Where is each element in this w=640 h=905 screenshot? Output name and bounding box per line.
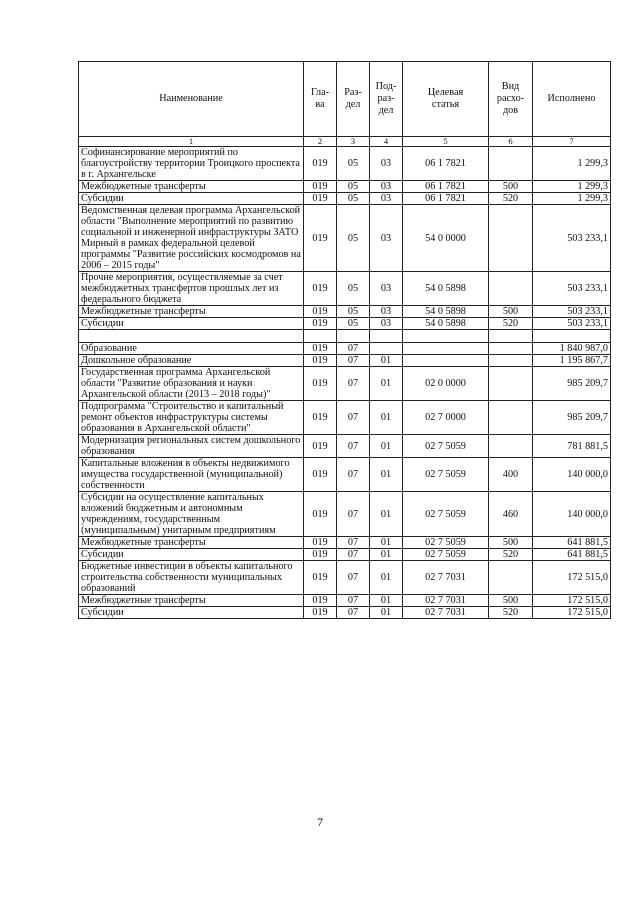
row-razdel: 07 xyxy=(337,561,370,595)
row-statya: 54 0 5898 xyxy=(403,272,489,306)
row-podrazdel: 01 xyxy=(370,537,403,549)
table-row xyxy=(79,435,611,458)
row-vid xyxy=(489,367,533,401)
table-row xyxy=(79,355,611,367)
row-podrazdel: 01 xyxy=(370,492,403,537)
row-name: Субсидии на осуществление капитальных вложений бюджетным и автономным учреждениям, государственным (муниципальным) унитарным предприятиям xyxy=(79,492,304,537)
row-razdel xyxy=(337,330,370,343)
row-statya: 02 0 0000 xyxy=(403,367,489,401)
row-razdel: 07 xyxy=(337,458,370,492)
table-row xyxy=(79,330,611,343)
row-vid xyxy=(489,330,533,343)
row-name: Подпрограмма "Строительство и капитальный ремонт объектов инфраструктуры системы образования в Архангельской области" xyxy=(79,401,304,435)
row-podrazdel: 01 xyxy=(370,607,403,619)
table-row xyxy=(79,607,611,619)
row-glava: 019 xyxy=(304,435,337,458)
row-razdel: 05 xyxy=(337,318,370,330)
page-number: 7 xyxy=(317,815,323,829)
row-name: Бюджетные инвестиции в объекты капитального строительства собственности муниципальных образований xyxy=(79,561,304,595)
row-podrazdel: 01 xyxy=(370,367,403,401)
header-glava: Гла- ва xyxy=(304,62,337,137)
row-razdel: 07 xyxy=(337,401,370,435)
row-statya: 06 1 7821 xyxy=(403,193,489,205)
row-glava: 019 xyxy=(304,607,337,619)
row-statya: 54 0 5898 xyxy=(403,306,489,318)
row-amount: 1 195 867,7 xyxy=(533,355,611,367)
row-glava: 019 xyxy=(304,355,337,367)
row-name: Государственная программа Архангельской области "Развитие образования и науки Архангельской области (2013 – 2018 годы)" xyxy=(79,367,304,401)
row-name: Субсидии xyxy=(79,607,304,619)
table-row xyxy=(79,193,611,205)
row-glava: 019 xyxy=(304,343,337,355)
row-name: Софинансирование мероприятий по благоустройству территории Троицкого проспекта в г. Архангельске xyxy=(79,147,304,181)
row-vid xyxy=(489,147,533,181)
row-name: Прочие мероприятия, осуществляемые за счет межбюджетных трансфертов прошлых лет из федерального бюджета xyxy=(79,272,304,306)
table-row xyxy=(79,205,611,272)
row-name: Капитальные вложения в объекты недвижимого имущества государственной (муниципальной) собственности xyxy=(79,458,304,492)
row-amount: 503 233,1 xyxy=(533,306,611,318)
table-row xyxy=(79,458,611,492)
row-podrazdel: 01 xyxy=(370,595,403,607)
table-row xyxy=(79,343,611,355)
row-statya: 02 7 7031 xyxy=(403,561,489,595)
row-name: Дошкольное образование xyxy=(79,355,304,367)
row-statya: 02 7 5059 xyxy=(403,537,489,549)
row-name: Межбюджетные трансферты xyxy=(79,595,304,607)
row-glava: 019 xyxy=(304,537,337,549)
header-vid: Вид расхо- дов xyxy=(489,62,533,137)
row-amount: 503 233,1 xyxy=(533,272,611,306)
row-statya: 06 1 7821 xyxy=(403,147,489,181)
row-statya: 54 0 0000 xyxy=(403,205,489,272)
row-podrazdel: 01 xyxy=(370,401,403,435)
row-name xyxy=(79,330,304,343)
row-razdel: 05 xyxy=(337,205,370,272)
row-name: Субсидии xyxy=(79,193,304,205)
row-podrazdel: 03 xyxy=(370,272,403,306)
row-razdel: 07 xyxy=(337,435,370,458)
row-name: Субсидии xyxy=(79,318,304,330)
table-body xyxy=(79,147,611,619)
row-razdel: 07 xyxy=(337,549,370,561)
row-razdel: 07 xyxy=(337,367,370,401)
row-statya: 02 7 7031 xyxy=(403,607,489,619)
row-amount: 985 209,7 xyxy=(533,401,611,435)
row-glava: 019 xyxy=(304,458,337,492)
row-statya xyxy=(403,330,489,343)
row-vid: 520 xyxy=(489,549,533,561)
column-number: 4 xyxy=(370,137,403,147)
row-name: Межбюджетные трансферты xyxy=(79,181,304,193)
row-glava: 019 xyxy=(304,272,337,306)
row-statya: 02 7 5059 xyxy=(403,435,489,458)
row-vid: 500 xyxy=(489,595,533,607)
row-statya: 54 0 5898 xyxy=(403,318,489,330)
row-podrazdel: 03 xyxy=(370,147,403,181)
row-razdel: 05 xyxy=(337,272,370,306)
row-vid xyxy=(489,205,533,272)
row-amount: 1 840 987,0 xyxy=(533,343,611,355)
row-amount: 1 299,3 xyxy=(533,147,611,181)
row-podrazdel: 03 xyxy=(370,306,403,318)
budget-table xyxy=(78,61,611,619)
column-number: 3 xyxy=(337,137,370,147)
header-podrazdel: Под- раз- дел xyxy=(370,62,403,137)
row-amount: 1 299,3 xyxy=(533,181,611,193)
row-glava: 019 xyxy=(304,401,337,435)
row-razdel: 05 xyxy=(337,306,370,318)
row-vid: 520 xyxy=(489,193,533,205)
row-podrazdel: 03 xyxy=(370,193,403,205)
row-statya: 06 1 7821 xyxy=(403,181,489,193)
row-amount: 140 000,0 xyxy=(533,492,611,537)
header-statya: Целевая статья xyxy=(403,62,489,137)
row-vid xyxy=(489,272,533,306)
row-vid xyxy=(489,343,533,355)
row-vid xyxy=(489,355,533,367)
row-statya: 02 7 5059 xyxy=(403,458,489,492)
row-amount: 503 233,1 xyxy=(533,318,611,330)
row-podrazdel: 01 xyxy=(370,549,403,561)
row-razdel: 05 xyxy=(337,147,370,181)
row-glava: 019 xyxy=(304,595,337,607)
row-name: Межбюджетные трансферты xyxy=(79,537,304,549)
row-vid xyxy=(489,401,533,435)
table-row xyxy=(79,595,611,607)
row-statya: 02 7 5059 xyxy=(403,549,489,561)
row-glava: 019 xyxy=(304,205,337,272)
row-vid: 460 xyxy=(489,492,533,537)
row-glava: 019 xyxy=(304,181,337,193)
row-statya xyxy=(403,343,489,355)
row-razdel: 07 xyxy=(337,355,370,367)
row-statya: 02 7 5059 xyxy=(403,492,489,537)
row-amount: 140 000,0 xyxy=(533,458,611,492)
row-glava: 019 xyxy=(304,561,337,595)
row-amount: 641 881,5 xyxy=(533,549,611,561)
column-number-row xyxy=(79,137,611,147)
row-podrazdel: 03 xyxy=(370,181,403,193)
row-podrazdel xyxy=(370,343,403,355)
row-razdel: 05 xyxy=(337,181,370,193)
column-number: 2 xyxy=(304,137,337,147)
row-amount: 641 881,5 xyxy=(533,537,611,549)
row-vid: 500 xyxy=(489,181,533,193)
row-vid: 400 xyxy=(489,458,533,492)
row-podrazdel: 03 xyxy=(370,318,403,330)
row-glava: 019 xyxy=(304,549,337,561)
row-podrazdel xyxy=(370,330,403,343)
row-statya: 02 7 7031 xyxy=(403,595,489,607)
row-vid: 520 xyxy=(489,607,533,619)
row-razdel: 07 xyxy=(337,537,370,549)
row-amount xyxy=(533,330,611,343)
header-amount: Исполнено xyxy=(533,62,611,137)
row-glava: 019 xyxy=(304,492,337,537)
row-amount: 503 233,1 xyxy=(533,205,611,272)
row-amount: 172 515,0 xyxy=(533,561,611,595)
row-name: Модернизация региональных систем дошкольного образования xyxy=(79,435,304,458)
row-name: Образование xyxy=(79,343,304,355)
column-number: 1 xyxy=(79,137,304,147)
row-amount: 172 515,0 xyxy=(533,595,611,607)
row-razdel: 07 xyxy=(337,595,370,607)
row-podrazdel: 01 xyxy=(370,561,403,595)
column-number: 7 xyxy=(533,137,611,147)
row-vid xyxy=(489,435,533,458)
row-glava: 019 xyxy=(304,147,337,181)
row-vid xyxy=(489,561,533,595)
row-razdel: 05 xyxy=(337,193,370,205)
table-row xyxy=(79,181,611,193)
row-statya: 02 7 0000 xyxy=(403,401,489,435)
row-statya xyxy=(403,355,489,367)
table-row xyxy=(79,318,611,330)
table-row xyxy=(79,367,611,401)
row-podrazdel: 01 xyxy=(370,435,403,458)
row-amount: 985 209,7 xyxy=(533,367,611,401)
header-row xyxy=(79,62,611,137)
table-row xyxy=(79,272,611,306)
row-glava xyxy=(304,330,337,343)
column-number: 5 xyxy=(403,137,489,147)
row-razdel: 07 xyxy=(337,343,370,355)
table-row xyxy=(79,549,611,561)
row-razdel: 07 xyxy=(337,492,370,537)
column-number: 6 xyxy=(489,137,533,147)
table-row xyxy=(79,561,611,595)
row-name: Межбюджетные трансферты xyxy=(79,306,304,318)
row-glava: 019 xyxy=(304,306,337,318)
row-vid: 520 xyxy=(489,318,533,330)
row-name: Субсидии xyxy=(79,549,304,561)
table-row xyxy=(79,306,611,318)
table-row xyxy=(79,401,611,435)
row-podrazdel: 01 xyxy=(370,458,403,492)
row-glava: 019 xyxy=(304,318,337,330)
row-amount: 172 515,0 xyxy=(533,607,611,619)
row-name: Ведомственная целевая программа Архангельской области "Выполнение мероприятий по развитию социальной и инженерной инфраструктуры ЗАТО Мирный в рамках федеральной целевой программы "Развитие российских космодромов на 2006 – 2015 годы" xyxy=(79,205,304,272)
row-vid: 500 xyxy=(489,537,533,549)
header-razdel: Раз- дел xyxy=(337,62,370,137)
row-podrazdel: 03 xyxy=(370,205,403,272)
row-amount: 781 881,5 xyxy=(533,435,611,458)
table-row xyxy=(79,537,611,549)
row-podrazdel: 01 xyxy=(370,355,403,367)
row-glava: 019 xyxy=(304,367,337,401)
row-vid: 500 xyxy=(489,306,533,318)
table-row xyxy=(79,492,611,537)
table-row xyxy=(79,147,611,181)
row-glava: 019 xyxy=(304,193,337,205)
header-name: Наименование xyxy=(79,62,304,137)
row-razdel: 07 xyxy=(337,607,370,619)
row-amount: 1 299,3 xyxy=(533,193,611,205)
